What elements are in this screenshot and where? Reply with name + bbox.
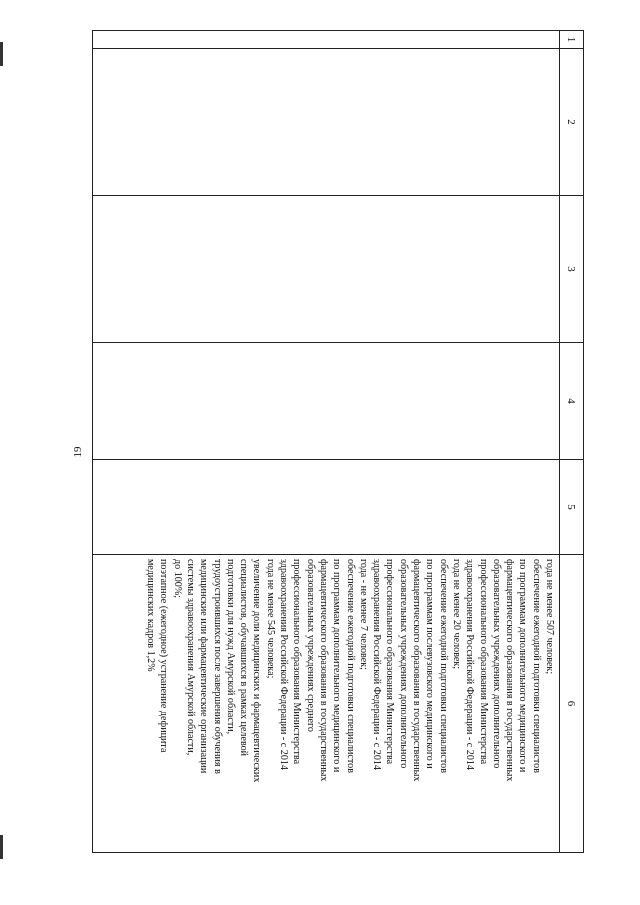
column-number-1: 1	[560, 31, 584, 49]
text-line: по программам послевузовского медицинского и	[424, 559, 436, 769]
text-line: образовательных учреждениях дополнительного	[397, 559, 409, 769]
table-row	[93, 31, 560, 853]
text-line: специалистов, обучавшихся в рамках целевой	[238, 559, 250, 757]
text-line: медицинских кадров 1,2%	[145, 559, 157, 672]
column-number-4: 4	[560, 343, 584, 460]
text-line: профессионального образования Министерства	[291, 559, 303, 765]
text-line: образовательных учреждениях среднего	[304, 559, 316, 732]
text-line: здравоохранения Российской Федерации - с 2014	[278, 559, 290, 770]
text-line: года - не менее 7 человек;	[357, 559, 369, 670]
column-number-2: 2	[560, 49, 584, 196]
text-line: здравоохранения Российской Федерации - с 2014	[371, 559, 383, 770]
text-line: системы здравоохранения Амурской области,	[184, 559, 196, 756]
scan-edge-mark-top	[0, 42, 3, 66]
text-line: года не менее 507 человек;	[544, 559, 555, 675]
text-line: фармацевтического образования в государственных	[411, 559, 423, 782]
scan-edge-mark-bottom	[0, 835, 3, 859]
rotated-table-sheet	[92, 30, 584, 852]
cell-col6-text	[141, 555, 559, 852]
program-table	[92, 30, 584, 853]
text-line: поэтапное (ежегодное) устранение дефицита	[158, 559, 170, 753]
text-line: обеспечение ежегодной подготовки специалистов	[344, 559, 356, 773]
text-line: образовательных учреждениях дополнительного	[490, 559, 502, 769]
column-number-5: 5	[560, 460, 584, 555]
text-line: профессионального образования Министерства	[477, 559, 489, 765]
text-line: года не менее 20 человек;	[450, 559, 462, 670]
text-line: фармацевтического образования в государственных	[504, 559, 516, 782]
cell-col1	[93, 31, 560, 49]
text-line: медицинские или фармацевтические организации	[198, 559, 210, 774]
column-number-row	[560, 31, 584, 853]
text-line: фармацевтического образования в государственных	[317, 559, 329, 782]
column-number-3: 3	[560, 196, 584, 343]
text-line: профессионального образования Министерства	[384, 559, 396, 765]
text-line: подготовки для нужд Амурской области,	[224, 559, 236, 735]
cell-col6	[93, 555, 560, 853]
text-line: обеспечение ежегодной подготовки специалистов	[530, 559, 542, 773]
text-line: до 100%;	[171, 559, 183, 599]
text-line: трудоустроившихся после завершения обучения в	[211, 559, 223, 774]
cell-col3	[93, 196, 560, 343]
cell-col5	[93, 460, 560, 555]
text-line: года не менее 545 человека;	[264, 559, 276, 679]
cell-col2	[93, 49, 560, 196]
text-line: увеличение доли медицинских и фармацевтических	[251, 559, 263, 783]
text-line: здравоохранения Российской Федерации - с 2014	[464, 559, 476, 770]
page-number: 19	[72, 446, 84, 458]
text-line: по программам дополнительного медицинского и	[517, 559, 529, 773]
cell-col4	[93, 343, 560, 460]
text-line: по программам дополнительного медицинского и	[331, 559, 343, 773]
column-number-6: 6	[560, 555, 584, 853]
text-line: обеспечение ежегодной подготовки специалистов	[437, 559, 449, 773]
